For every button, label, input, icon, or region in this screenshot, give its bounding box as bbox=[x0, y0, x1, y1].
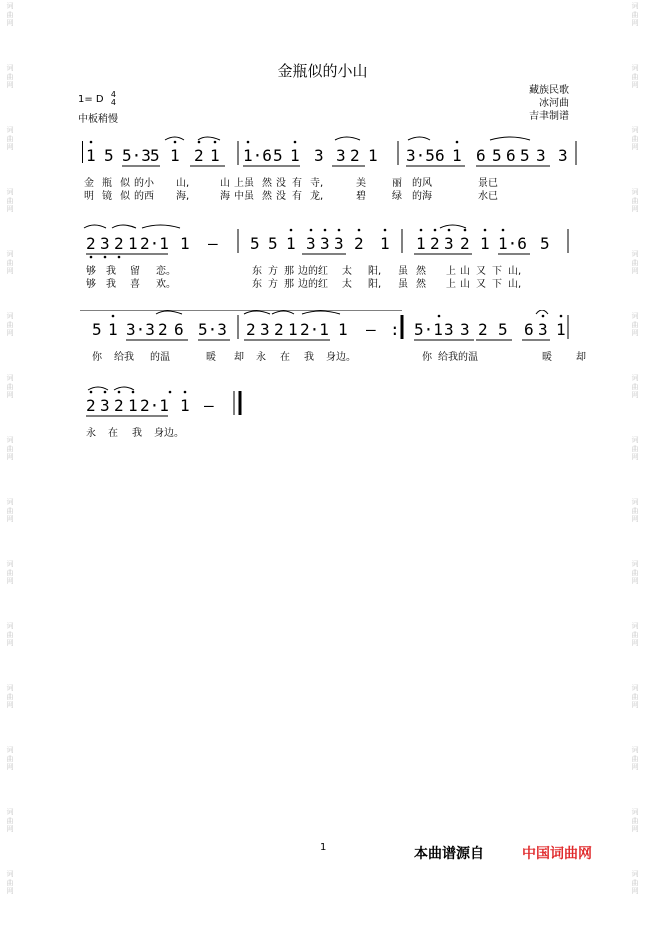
watermark-text: 词 曲 网 bbox=[6, 2, 14, 27]
lyric: 的温 bbox=[150, 352, 170, 363]
lyric: 给我的温 bbox=[438, 352, 478, 363]
svg-text:2: 2 bbox=[478, 320, 488, 339]
watermark-text: 词 曲 网 bbox=[631, 498, 639, 523]
svg-text:3: 3 bbox=[320, 234, 330, 253]
lyric: 又 bbox=[476, 266, 486, 277]
svg-text:1: 1 bbox=[170, 146, 180, 165]
svg-text:2: 2 bbox=[274, 320, 284, 339]
lyric: 有 bbox=[292, 191, 302, 202]
watermark-text: 词 曲 网 bbox=[6, 746, 14, 771]
lyric: 虽 bbox=[398, 279, 408, 290]
svg-text:1: 1 bbox=[128, 396, 138, 415]
site-name: 中国词曲网 bbox=[522, 846, 592, 862]
svg-text:2: 2 bbox=[430, 234, 440, 253]
lyric: 又 bbox=[476, 279, 486, 290]
svg-text:3: 3 bbox=[558, 146, 568, 165]
lyric: 身边。 bbox=[154, 428, 184, 439]
lyric: 身边。 bbox=[326, 352, 356, 363]
lyric: 我 bbox=[106, 266, 116, 277]
watermark-text: 词 曲 网 bbox=[631, 808, 639, 833]
lyric: 的海 bbox=[412, 191, 432, 202]
lyric: 太 bbox=[342, 266, 352, 277]
svg-text:5: 5 bbox=[104, 146, 114, 165]
watermark-left bbox=[4, 0, 16, 895]
lyric: 没 bbox=[276, 178, 286, 189]
svg-text:1·6: 1·6 bbox=[498, 234, 527, 253]
svg-text:6: 6 bbox=[506, 146, 516, 165]
svg-text:1: 1 bbox=[128, 234, 138, 253]
lyric: 却 bbox=[576, 352, 586, 363]
lyric: 我 bbox=[106, 279, 116, 290]
svg-text:3·3: 3·3 bbox=[126, 320, 155, 339]
lyric: 给我 bbox=[114, 352, 134, 363]
lyric: 下 bbox=[492, 279, 502, 290]
lyric: 你 bbox=[92, 352, 102, 363]
time-signature bbox=[111, 91, 116, 107]
lyric: 绿 bbox=[392, 191, 402, 202]
watermark-text: 词 曲 网 bbox=[631, 312, 639, 337]
svg-text:2: 2 bbox=[350, 146, 360, 165]
svg-text:5: 5 bbox=[520, 146, 530, 165]
svg-text:2: 2 bbox=[194, 146, 204, 165]
svg-text:2·1: 2·1 bbox=[140, 396, 169, 415]
lyric: 在 bbox=[108, 428, 118, 439]
lyric: 碧 bbox=[356, 191, 366, 202]
watermark-text: 词 曲 网 bbox=[6, 188, 14, 213]
svg-text:2: 2 bbox=[158, 320, 168, 339]
watermark-text: 词 曲 网 bbox=[6, 126, 14, 151]
lyric: 那 bbox=[284, 266, 294, 277]
svg-text:1: 1 bbox=[290, 146, 300, 165]
watermark-text: 词 曲 网 bbox=[631, 126, 639, 151]
watermark-text: 词 曲 网 bbox=[6, 312, 14, 337]
svg-text:3: 3 bbox=[260, 320, 270, 339]
svg-text:3: 3 bbox=[538, 320, 548, 339]
watermark-right bbox=[629, 0, 641, 895]
svg-text:2: 2 bbox=[114, 234, 124, 253]
lyric: 山 bbox=[460, 279, 470, 290]
lyric: 有 bbox=[292, 178, 302, 189]
svg-text:1: 1 bbox=[288, 320, 298, 339]
svg-text:6: 6 bbox=[524, 320, 534, 339]
svg-text:2: 2 bbox=[86, 396, 96, 415]
svg-text:3: 3 bbox=[334, 234, 344, 253]
time-numerator: 4 bbox=[110, 90, 116, 99]
svg-text:1·6: 1·6 bbox=[243, 146, 272, 165]
watermark-text: 词 曲 网 bbox=[6, 436, 14, 461]
lyric: 阳, bbox=[368, 266, 382, 277]
lyric: 山, bbox=[508, 279, 522, 290]
lyric: 我 bbox=[304, 352, 314, 363]
svg-text:5·1: 5·1 bbox=[414, 320, 443, 339]
svg-text:2: 2 bbox=[246, 320, 256, 339]
watermark-text: 词 曲 网 bbox=[631, 2, 639, 27]
svg-text:1: 1 bbox=[380, 234, 390, 253]
lyric: 海, bbox=[176, 191, 190, 202]
svg-text:1: 1 bbox=[210, 146, 220, 165]
lyric: 你 bbox=[422, 352, 432, 363]
notation-row bbox=[80, 136, 580, 170]
svg-text:3: 3 bbox=[306, 234, 316, 253]
svg-text:3: 3 bbox=[336, 146, 346, 165]
lyric: 似 bbox=[120, 178, 130, 189]
svg-text:2: 2 bbox=[86, 234, 96, 253]
lyric: 山, bbox=[508, 266, 522, 277]
credit-composer: 冰河曲 bbox=[539, 98, 569, 109]
watermark-text: 词 曲 网 bbox=[6, 64, 14, 89]
jianpu-notes bbox=[80, 310, 580, 350]
lyric: 上 bbox=[446, 279, 456, 290]
lyric: 镜 bbox=[102, 191, 112, 202]
key-signature bbox=[78, 91, 116, 107]
lyric: 海 bbox=[220, 191, 230, 202]
watermark-text: 词 曲 网 bbox=[6, 622, 14, 647]
lyric: 龙, bbox=[310, 191, 324, 202]
watermark-text: 词 曲 网 bbox=[631, 64, 639, 89]
lyric: 在 bbox=[280, 352, 290, 363]
svg-text:1: 1 bbox=[86, 146, 96, 165]
watermark-text: 词 曲 网 bbox=[6, 250, 14, 275]
svg-text:5: 5 bbox=[268, 234, 278, 253]
lyric: 上虽 bbox=[234, 178, 254, 189]
key-label: 1= D bbox=[78, 94, 104, 105]
lyric: 东 bbox=[252, 279, 262, 290]
lyric: 喜 bbox=[130, 279, 140, 290]
watermark-text: 词 曲 网 bbox=[631, 746, 639, 771]
svg-text:1: 1 bbox=[338, 320, 348, 339]
lyric: 山, bbox=[176, 178, 190, 189]
lyric: 方 bbox=[268, 279, 278, 290]
svg-text:1: 1 bbox=[180, 396, 190, 415]
watermark-text: 词 曲 网 bbox=[631, 622, 639, 647]
lyric: 水已 bbox=[478, 191, 498, 202]
lyric: 瓶 bbox=[102, 178, 112, 189]
svg-text:1: 1 bbox=[416, 234, 426, 253]
svg-text:1: 1 bbox=[286, 234, 296, 253]
watermark-text: 词 曲 网 bbox=[631, 436, 639, 461]
source-label: 本曲谱源自 bbox=[414, 846, 484, 862]
song-title: 金瓶似的小山 bbox=[277, 62, 368, 80]
svg-text:1: 1 bbox=[368, 146, 378, 165]
lyric: 上 bbox=[446, 266, 456, 277]
lyric: 永 bbox=[256, 352, 266, 363]
lyric: 够 bbox=[86, 266, 96, 277]
lyric: 下 bbox=[492, 266, 502, 277]
svg-text:5: 5 bbox=[92, 320, 102, 339]
svg-text:2: 2 bbox=[354, 234, 364, 253]
lyric: 然 bbox=[416, 266, 426, 277]
lyric: 金 bbox=[84, 178, 94, 189]
watermark-text: 词 曲 网 bbox=[631, 870, 639, 895]
lyric: 没 bbox=[276, 191, 286, 202]
lyric: 欢。 bbox=[156, 279, 176, 290]
svg-text:6: 6 bbox=[435, 146, 445, 165]
lyric: 似 bbox=[120, 191, 130, 202]
lyric: 边的红 bbox=[298, 266, 328, 277]
watermark-text: 词 曲 网 bbox=[6, 808, 14, 833]
lyric: 的风 bbox=[412, 178, 432, 189]
svg-text:3·5: 3·5 bbox=[406, 146, 435, 165]
watermark-text: 词 曲 网 bbox=[631, 374, 639, 399]
lyric: 太 bbox=[342, 279, 352, 290]
watermark-text: 词 曲 网 bbox=[631, 188, 639, 213]
lyric: 方 bbox=[268, 266, 278, 277]
svg-text:3: 3 bbox=[444, 234, 454, 253]
svg-text:5·3: 5·3 bbox=[122, 146, 151, 165]
lyrics-verse-1 bbox=[92, 348, 596, 363]
lyric: 暖 bbox=[542, 352, 552, 363]
credit-transcriber: 吉聿制谱 bbox=[529, 111, 569, 122]
svg-text:3: 3 bbox=[536, 146, 546, 165]
lyric: 我 bbox=[132, 428, 142, 439]
svg-text:6: 6 bbox=[174, 320, 184, 339]
lyric: 山 bbox=[460, 266, 470, 277]
lyric: 丽 bbox=[392, 178, 402, 189]
svg-text:3: 3 bbox=[444, 320, 454, 339]
svg-text::: : bbox=[390, 320, 400, 339]
lyric: 然 bbox=[416, 279, 426, 290]
lyric: 那 bbox=[284, 279, 294, 290]
svg-text:2: 2 bbox=[114, 396, 124, 415]
lyrics-verse-2 bbox=[84, 187, 518, 202]
svg-text:2·1: 2·1 bbox=[140, 234, 169, 253]
svg-text:1: 1 bbox=[180, 234, 190, 253]
lyric: 却 bbox=[234, 352, 244, 363]
lyric: 虽 bbox=[398, 266, 408, 277]
svg-text:1: 1 bbox=[452, 146, 462, 165]
time-denominator: 4 bbox=[110, 98, 116, 107]
svg-text:5: 5 bbox=[273, 146, 283, 165]
lyric: 寺, bbox=[310, 178, 324, 189]
watermark-text: 词 曲 网 bbox=[631, 560, 639, 585]
watermark-text: 词 曲 网 bbox=[631, 250, 639, 275]
svg-text:2: 2 bbox=[460, 234, 470, 253]
svg-text:1: 1 bbox=[556, 320, 566, 339]
watermark-text: 词 曲 网 bbox=[6, 870, 14, 895]
watermark-text: 词 曲 网 bbox=[6, 684, 14, 709]
watermark-text: 词 曲 网 bbox=[631, 684, 639, 709]
svg-text:3: 3 bbox=[314, 146, 324, 165]
lyric: 够 bbox=[86, 279, 96, 290]
jianpu-notes bbox=[80, 224, 580, 264]
svg-text:6: 6 bbox=[476, 146, 486, 165]
lyrics-verse-1 bbox=[86, 424, 214, 439]
jianpu-notes bbox=[80, 386, 280, 426]
lyric: 边的红 bbox=[298, 279, 328, 290]
svg-text:1: 1 bbox=[108, 320, 118, 339]
lyric: 的西 bbox=[134, 191, 154, 202]
credits-block bbox=[529, 84, 569, 123]
svg-text:5: 5 bbox=[498, 320, 508, 339]
lyric: 永 bbox=[86, 428, 96, 439]
lyric: 中虽 bbox=[234, 191, 254, 202]
lyric: 然 bbox=[262, 191, 272, 202]
jianpu-notes bbox=[80, 136, 580, 176]
svg-text:3: 3 bbox=[100, 234, 110, 253]
lyric: 留 bbox=[130, 266, 140, 277]
svg-text:3: 3 bbox=[100, 396, 110, 415]
lyric: 然 bbox=[262, 178, 272, 189]
svg-text:–: – bbox=[204, 396, 214, 415]
svg-text:5: 5 bbox=[150, 146, 160, 165]
watermark-text: 词 曲 网 bbox=[6, 374, 14, 399]
lyric: 东 bbox=[252, 266, 262, 277]
svg-text:–: – bbox=[366, 320, 376, 339]
svg-text:5: 5 bbox=[250, 234, 260, 253]
svg-text:–: – bbox=[208, 234, 218, 253]
svg-text:5: 5 bbox=[492, 146, 502, 165]
svg-text:5·3: 5·3 bbox=[198, 320, 227, 339]
watermark-text: 词 曲 网 bbox=[6, 498, 14, 523]
lyric: 明 bbox=[84, 191, 94, 202]
svg-text:3: 3 bbox=[460, 320, 470, 339]
svg-text:1: 1 bbox=[480, 234, 490, 253]
credit-origin: 藏族民歌 bbox=[529, 85, 569, 96]
lyrics-verse-2 bbox=[86, 275, 528, 290]
lyric: 的小 bbox=[134, 178, 154, 189]
lyric: 山 bbox=[220, 178, 230, 189]
page-number: 1 bbox=[320, 842, 327, 853]
lyric: 景已 bbox=[478, 178, 498, 189]
watermark-text: 词 曲 网 bbox=[6, 560, 14, 585]
lyric: 美 bbox=[356, 178, 366, 189]
svg-text:5: 5 bbox=[540, 234, 550, 253]
lyric: 阳, bbox=[368, 279, 382, 290]
lyric: 恋。 bbox=[156, 266, 176, 277]
tempo-marking: 中板稍慢 bbox=[78, 114, 118, 125]
lyric: 暖 bbox=[206, 352, 216, 363]
svg-text:2·1: 2·1 bbox=[300, 320, 329, 339]
